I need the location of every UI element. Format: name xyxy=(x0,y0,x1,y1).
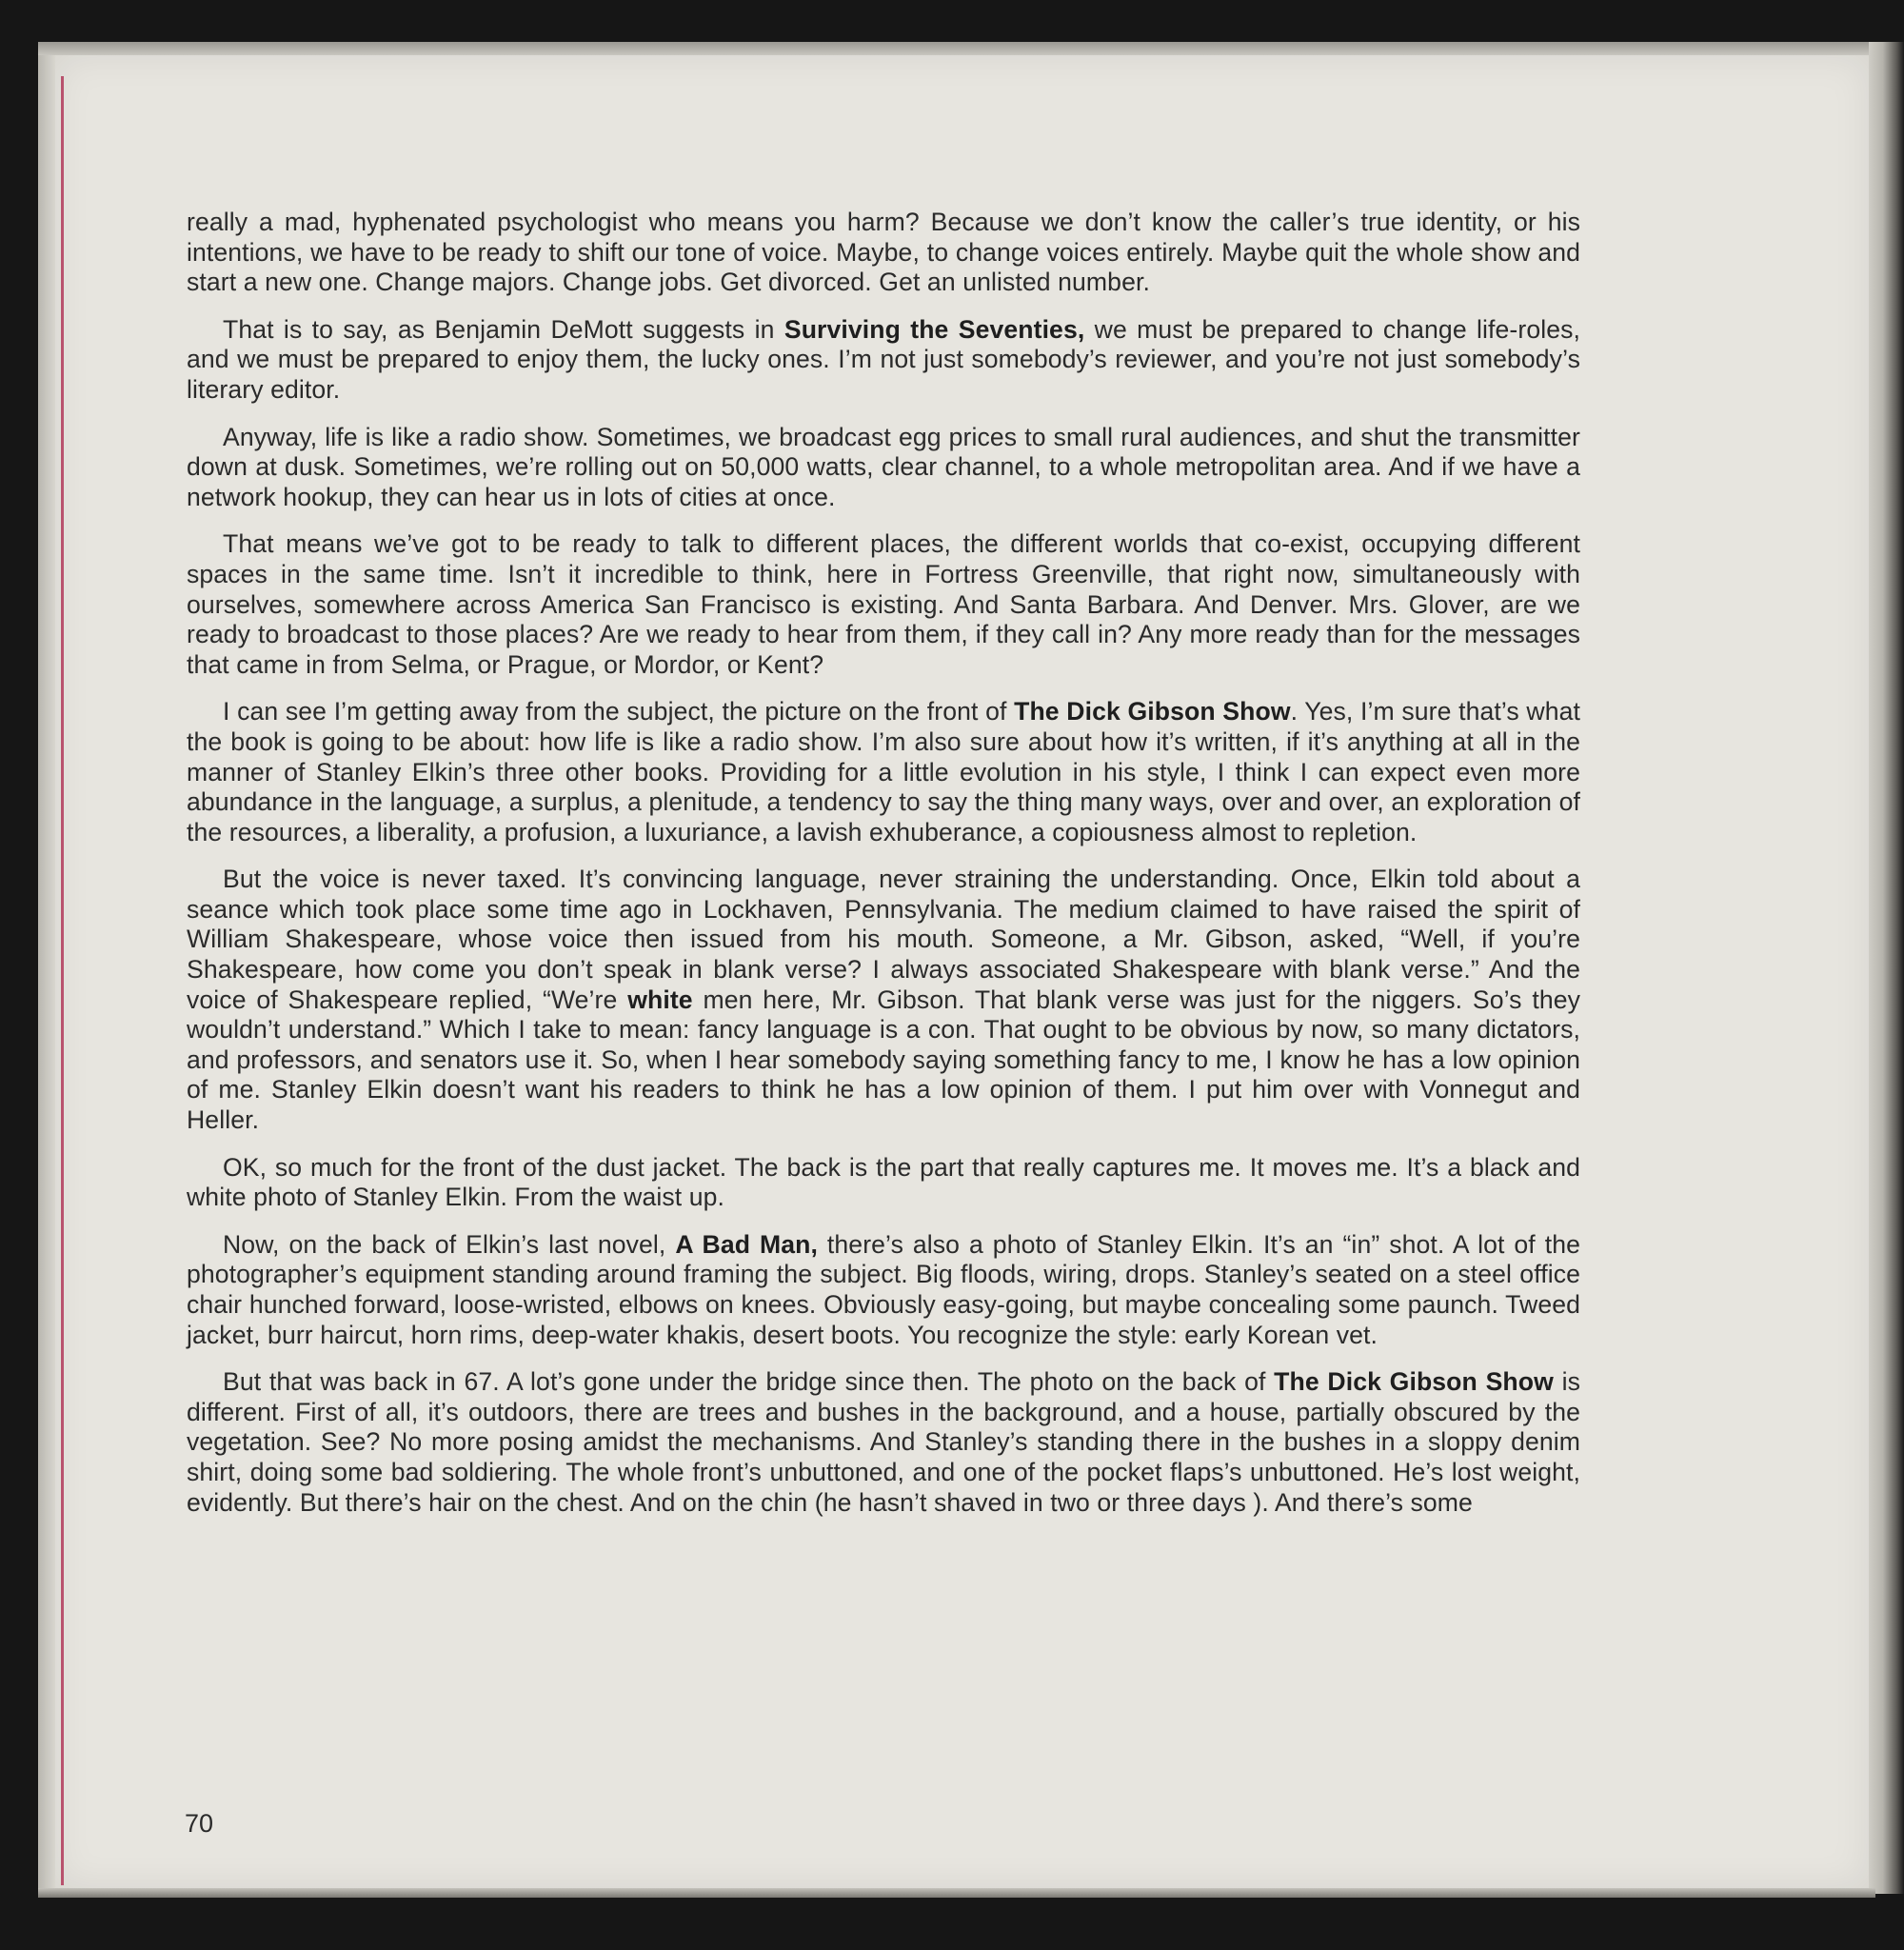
page-left-edge xyxy=(38,55,55,1888)
text-run: men here, Mr. Gibson. That blank verse was just for the niggers. So’s they wouldn’t understand.” Which I take to mean: fancy language is a con. That ought to be obvious by now, so many dictators, and professors, and senators use it. So, when I hear somebody saying something fancy to me, I know he has a low opinion of me. Stanley Elkin doesn’t want his readers to think he has a low opinion of them. I put him over with Vonnegut and Heller. xyxy=(187,985,1580,1135)
bold-title: Surviving the Seventies, xyxy=(783,314,1085,344)
paragraph xyxy=(187,1367,1580,1518)
page-right-edge xyxy=(1869,42,1904,1894)
spine-binding-line xyxy=(61,76,64,1885)
bold-title: The Dick Gibson Show xyxy=(1274,1367,1554,1397)
paragraph xyxy=(187,529,1580,680)
text-run: That is to say, as Benjamin DeMott suggests in xyxy=(223,314,784,344)
bold-title: white xyxy=(627,985,693,1014)
text-run: But that was back in 67. A lot’s gone under the bridge since then. The photo on the back of xyxy=(223,1367,1275,1397)
paragraph xyxy=(187,315,1580,406)
page-number: 70 xyxy=(185,1809,214,1838)
text-run: OK, so much for the front of the dust jacket. The back is the part that really captures me. It moves me. It’s a black and white photo of Stanley Elkin. From the waist up. xyxy=(187,1152,1580,1212)
text-run: But the voice is never taxed. It’s convincing language, never straining the understanding. Once, Elkin told about a seance which took place some time ago in Lockhaven, Pennsylvania. The medium claimed to have raised the spirit of William Shakespeare, whose voice then issued from his mouth. Someone, a Mr. Gibson, asked, “Well, if you’re Shakespeare, how come you don’t speak in blank verse? I always associated Shakespeare with blank verse.” And the voice of Shakespeare replied, “We’re xyxy=(187,865,1580,1014)
text-run: there’s also a photo of Stanley Elkin. It’s an “in” shot. A lot of the photographer’s equipment standing around framing the subject. Big floods, wiring, drops. Stanley’s seated on a steel office chair hunched forward, loose-wristed, elbows on knees. Obviously easy-going, but maybe concealing some paunch. Tweed jacket, burr haircut, horn rims, deep-water khakis, desert boots. You recognize the style: early Korean vet. xyxy=(187,1229,1580,1349)
bold-title: A Bad Man, xyxy=(675,1229,818,1259)
text-run: . Yes, I’m sure that’s what the book is going to be about: how life is like a radio show. I’m also sure about how it’s written, if it’s anything at all in the manner of Stanley Elkin’s three other books. Providing for a little evolution in his style, I think I can expect even more abundance in the language, a surplus, a plenitude, a tendency to say the thing many ways, over and over, an exploration of the resources, a liberality, a profusion, a luxuriance, a lavish exhuberance, a copiousness almost to repletion. xyxy=(187,697,1581,846)
paragraph xyxy=(187,1230,1580,1350)
text-run: really a mad, hyphenated psychologist who means you harm? Because we don’t know the caller’s true identity, or his intentions, we have to be ready to shift our tone of voice. Maybe, to change voices entirely. Maybe quit the whole show and start a new one. Change majors. Change jobs. Get divorced. Get an unlisted number. xyxy=(187,208,1580,297)
paragraph xyxy=(187,208,1580,298)
paragraph xyxy=(187,865,1580,1135)
text-run: I can see I’m getting away from the subject, the picture on the front of xyxy=(223,697,1015,726)
text-run: we must be prepared to change life-roles, and we must be prepared to enjoy them, the lucky ones. I’m not just somebody’s reviewer, and you’re not just somebody’s literary editor. xyxy=(187,314,1581,404)
body-text xyxy=(187,208,1580,1535)
page-bottom-edge xyxy=(38,1888,1875,1898)
paragraph xyxy=(187,423,1580,513)
bold-title: The Dick Gibson Show xyxy=(1014,697,1291,726)
text-run: That means we’ve got to be ready to talk to different places, the different worlds that co-exist, occupying different spaces in the same time. Isn’t it incredible to think, here in Fortress Greenville, that right now, simultaneously with ourselves, somewhere across America San Francisco is existing. And Santa Barbara. And Denver. Mrs. Glover, are we ready to broadcast to those places? Are we ready to hear from them, if they call in? Any more ready than for the messages that came in from Selma, or Prague, or Mordor, or Kent? xyxy=(187,529,1580,679)
text-run: Now, on the back of Elkin’s last novel, xyxy=(223,1229,676,1259)
text-run: Anyway, life is like a radio show. Sometimes, we broadcast egg prices to small rural audiences, and shut the transmitter down at dusk. Sometimes, we’re rolling out on 50,000 watts, clear channel, to a whole metropolitan area. And if we have a network hookup, they can hear us in lots of cities at once. xyxy=(187,422,1580,511)
paragraph xyxy=(187,697,1580,847)
paragraph xyxy=(187,1153,1580,1213)
text-run: is different. First of all, it’s outdoors, there are trees and bushes in the background, and a house, partially obscured by the vegetation. See? No more posing amidst the mechanisms. And Stanley’s standing there in the bushes in a sloppy denim shirt, doing some bad soldiering. The whole front’s unbuttoned, and one of the pocket flaps’s unbuttoned. He’s lost weight, evidently. But there’s hair on the chest. And on the chin (he hasn’t shaved in two or three days ). And there’s some xyxy=(187,1367,1580,1517)
